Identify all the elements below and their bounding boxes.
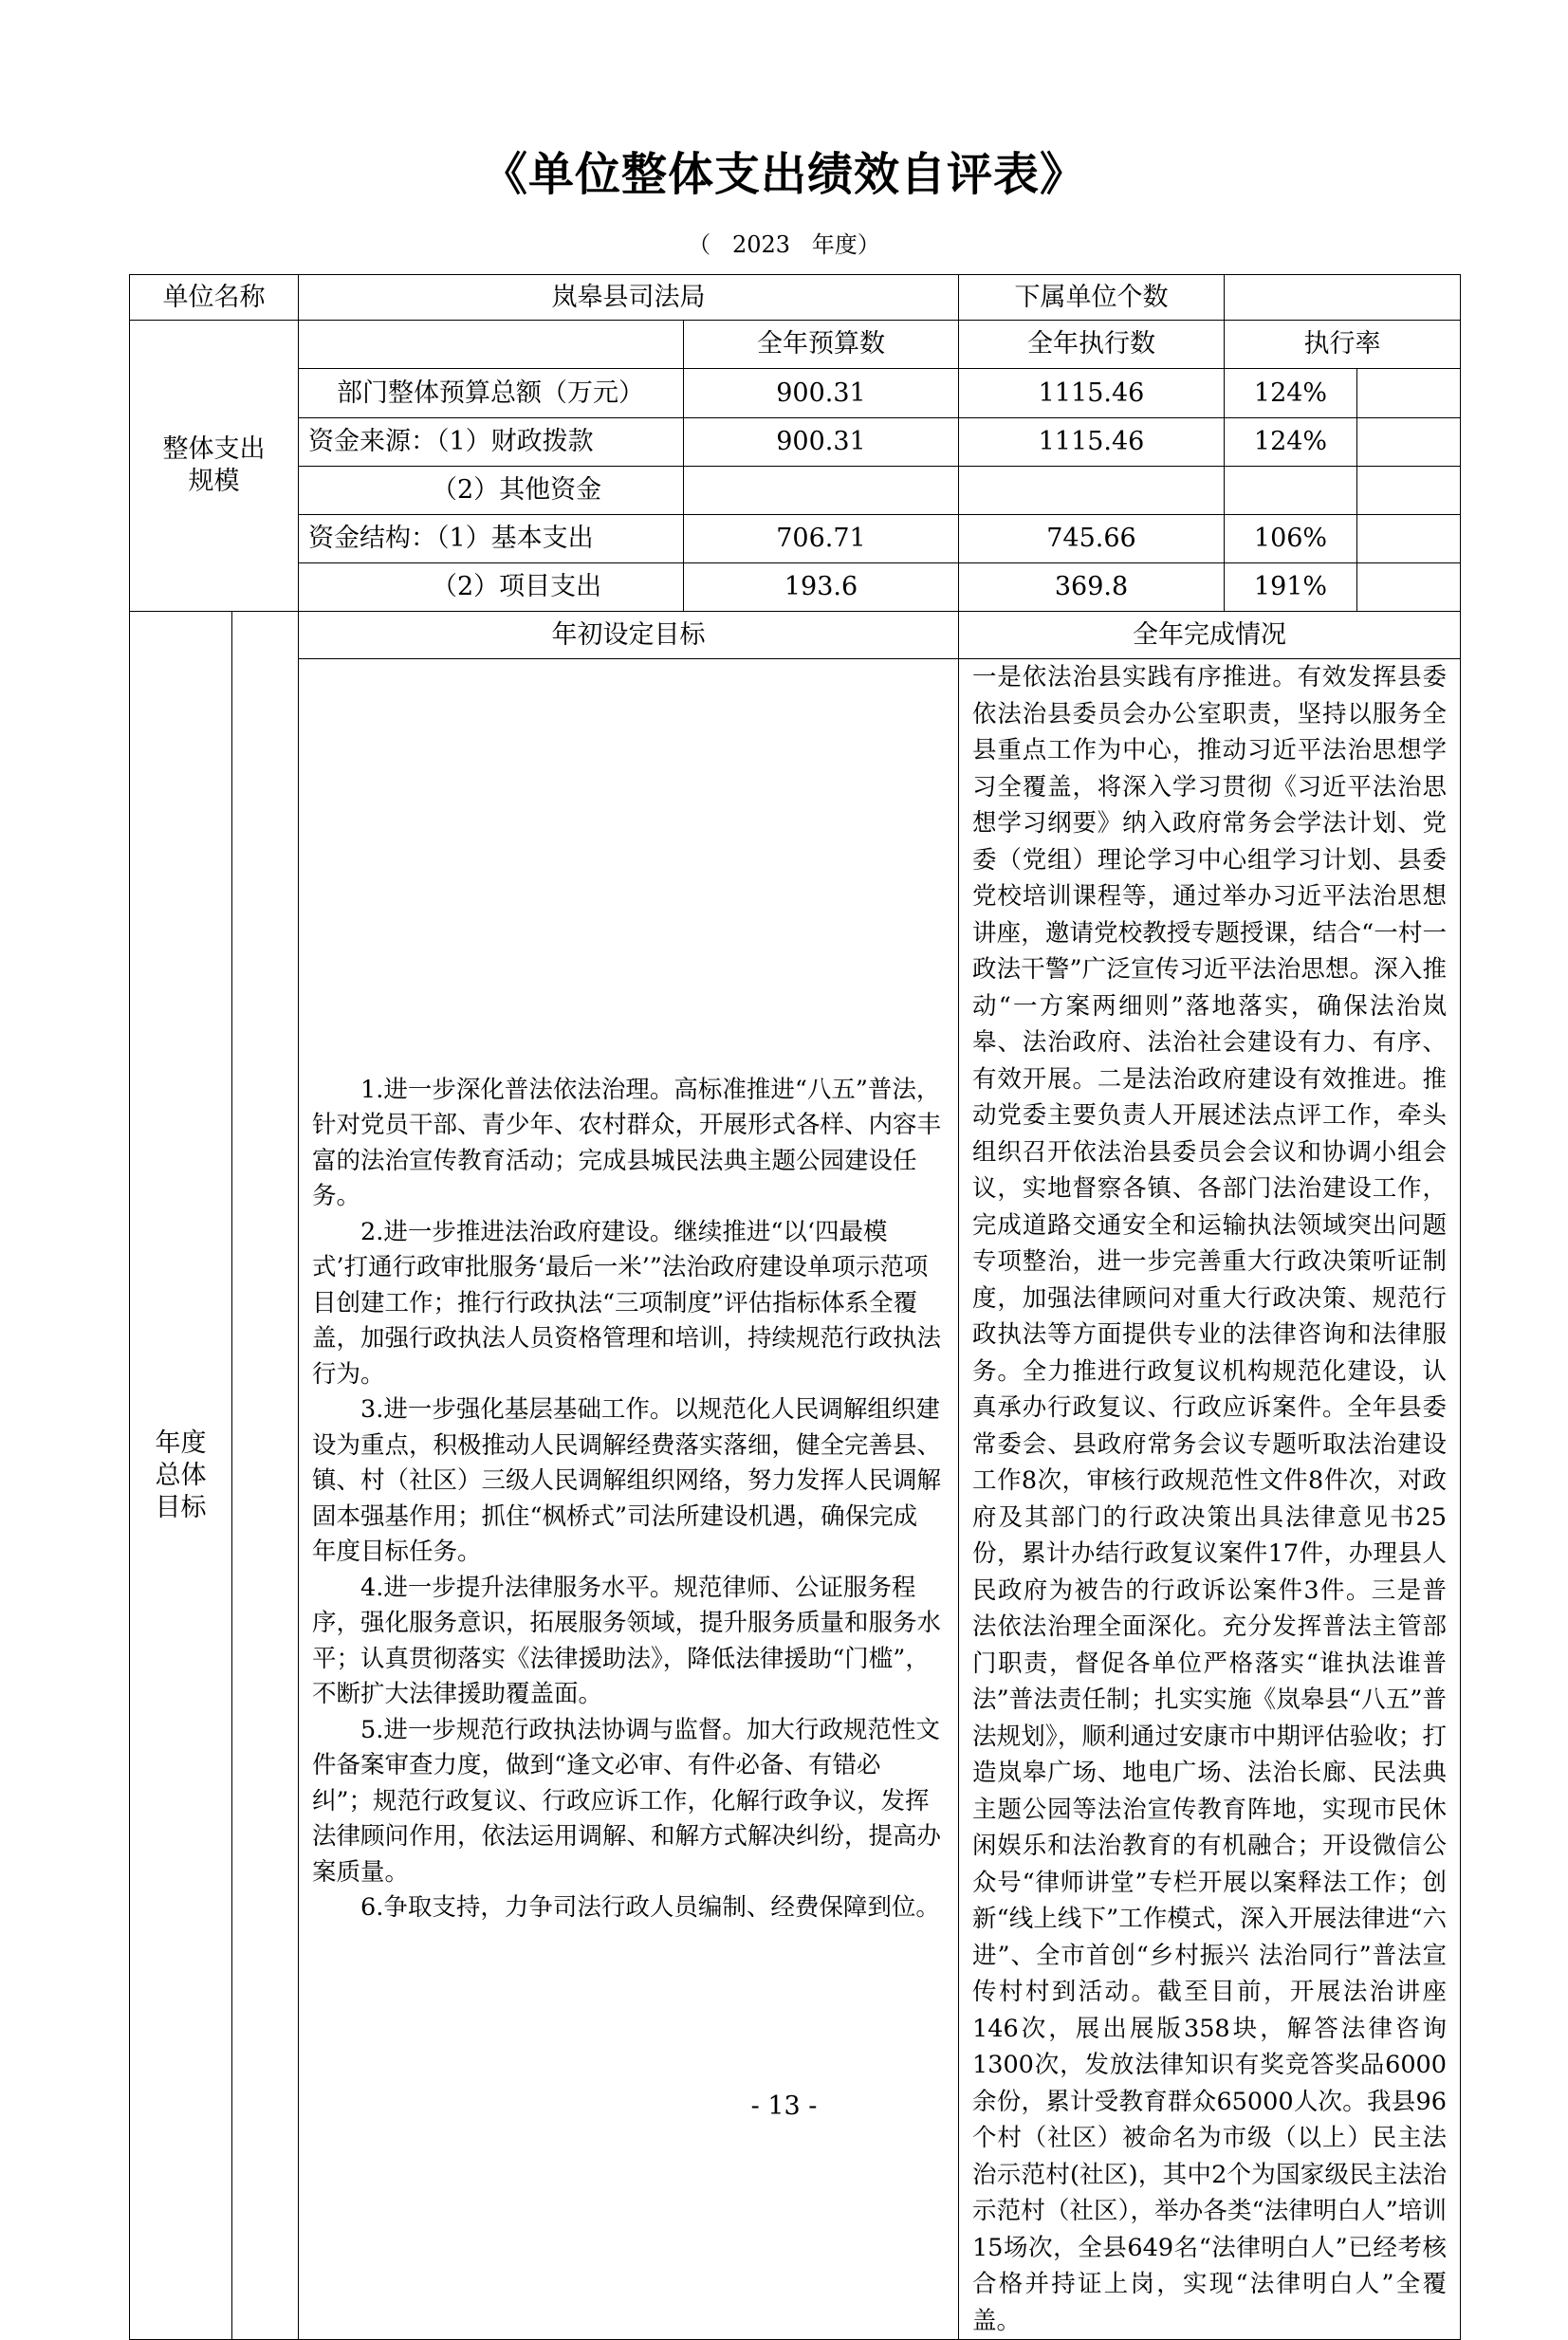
header-budget: 全年预算数 (684, 321, 959, 369)
header-rate: 执行率 (1225, 321, 1461, 369)
completion-header: 全年完成情况 (959, 612, 1461, 659)
row-extra (1357, 563, 1461, 612)
header-blank (299, 321, 684, 369)
row-budget: 900.31 (684, 369, 959, 418)
row-rate: 106% (1225, 515, 1357, 563)
initial-goals-cell (299, 659, 959, 2340)
row-budget: 900.31 (684, 418, 959, 467)
row-extra (1357, 467, 1461, 515)
goal-item: 5.进一步规范行政执法协调与监督。加大行政规范性文件备案审查力度，做到“逢文必审、有件必备、有错必纠”；规范行政复议、行政应诉工作，化解行政争议，发挥法律顾问作用，依法运用调解、和解方式解决纠纷，提高办案质量。 (312, 1715, 942, 1887)
goal-item: 2.进一步推进法治政府建设。继续推进“以‘四最模式’打通行政审批服务‘最后一米’”法治政府建设单项示范项目创建工作；推行行政执法“三项制度”评估指标体系全覆盖，加强行政执法人员资格管理和培训，持续规范行政执法行为。 (312, 1217, 942, 1389)
initial-goal-header: 年初设定目标 (299, 612, 959, 659)
row-budget: 706.71 (684, 515, 959, 563)
row-label: （2）其他资金 (299, 467, 684, 515)
page-number: - 13 - (750, 2091, 818, 2121)
unit-name-label: 单位名称 (130, 275, 299, 321)
row-executed: 745.66 (959, 515, 1225, 563)
row-rate: 124% (1225, 369, 1357, 418)
row-label: （2）项目支出 (299, 563, 684, 612)
row-rate: 124% (1225, 418, 1357, 467)
goal-blank-column (232, 612, 299, 2340)
row-extra (1357, 515, 1461, 563)
unit-name-value: 岚皋县司法局 (299, 275, 959, 321)
header-executed: 全年执行数 (959, 321, 1225, 369)
row-executed (959, 467, 1225, 515)
scale-label: 整体支出 规模 (130, 321, 299, 612)
subordinate-count-value (1225, 275, 1461, 321)
goal-item: 4.进一步提升法律服务水平。规范律师、公证服务程序，强化服务意识，拓展服务领域，提升服务质量和服务水平；认真贯彻落实《法律援助法》，降低法律援助“门槛”，不断扩大法律援助覆盖面。 (312, 1573, 942, 1708)
row-label: 资金结构：（1）基本支出 (299, 515, 684, 563)
row-executed: 1115.46 (959, 369, 1225, 418)
goal-item: 1.进一步深化普法依法治理。高标准推进“八五”普法，针对党员干部、青少年、农村群众，开展形式各样、内容丰富的法治宣传教育活动；完成县城民法典主题公园建设任务。 (312, 1075, 942, 1210)
subordinate-count-label: 下属单位个数 (959, 275, 1225, 321)
annual-goal-label: 年度 总体 目标 (130, 612, 232, 2340)
row-label: 部门整体预算总额（万元） (299, 369, 684, 418)
goal-item: 6.争取支持，力争司法行政人员编制、经费保障到位。 (360, 1893, 940, 1922)
row-budget (684, 467, 959, 515)
page-title: 《单位整体支出绩效自评表》 (481, 148, 1086, 201)
row-extra (1357, 369, 1461, 418)
row-rate: 191% (1225, 563, 1357, 612)
row-extra (1357, 418, 1461, 467)
row-label: 资金来源：（1）财政拨款 (299, 418, 684, 467)
row-budget: 193.6 (684, 563, 959, 612)
row-rate (1225, 467, 1357, 515)
row-executed: 369.8 (959, 563, 1225, 612)
year-line: （ 2023 年度） (688, 231, 880, 258)
goal-item: 3.进一步强化基层基础工作。以规范化人民调解组织建设为重点，积极推动人民调解经费落实落细，健全完善县、镇、村（社区）三级人民调解组织网络，努力发挥人民调解固本强基作用；抓住“枫桥式”司法所建设机遇，确保完成年度目标任务。 (312, 1395, 942, 1566)
row-executed: 1115.46 (959, 418, 1225, 467)
completion-text: 一是依法治县实践有序推进。有效发挥县委依法治县委员会办公室职责，坚持以服务全县重点工作为中心，推动习近平法治思想学习全覆盖，将深入学习贯彻《习近平法治思想学习纲要》纳入政府常务会学法计划、党委（党组）理论学习中心组学习计划、县委党校培训课程等，通过举办习近平法治思想讲座，邀请党校教授专题授课，结合“一村一政法干警”广泛宣传习近平法治思想。深入推动“一方案两细则”落地落实，确保法治岚皋、法治政府、法治社会建设有力、有序、有效开展。二是法治政府建设有效推进。推动党委主要负责人开展述法点评工作，牵头组织召开依法治县委员会会议和协调小组会议，实地督察各镇、各部门法治建设工作，完成道路交通安全和运输执法领域突出问题专项整治，进一步完善重大行政决策听证制度，加强法律顾问对重大行政决策、规范行政执法等方面提供专业的法律咨询和法律服务。全力推进行政复议机构规范化建设，认真承办行政复议、行政应诉案件。全年县委常委会、县政府常务会议专题听取法治建设工作8次，审核行政规范性文件8件次，对政府及其部门的行政决策出具法律意见书25份，累计办结行政复议案件17件，办理县人民政府为被告的行政诉讼案件3件。三是普法依法治理全面深化。充分发挥普法主管部门职责，督促各单位严格落实“谁执法谁普法”普法责任制；扎实实施《岚皋县“八五”普法规划》，顺利通过安康市中期评估验收；打造岚皋广场、地电广场、法治长廊、民法典主题公园等法治宣传教育阵地，实现市民休闲娱乐和法治教育的有机融合；开设微信公众号“律师讲堂”专栏开展以案释法工作；创新“线上线下”工作模式，深入开展法律进“六进”、全市首创“乡村振兴 法治同行”普法宣传村村到活动。截至目前，开展法治讲座146次，展出展版358块，解答法律咨询1300次，发放法律知识有奖竞答奖品6000余份，累计受教育群众65000人次。我县96个村（社区）被命名为市级（以上）民主法治示范村(社区)，其中2个为国家级民主法治示范村（社区），举办各类“法律明白人”培训15场次，全县649名“法律明白人”已经考核合格并持证上岗，实现“法律明白人”全覆盖。 (959, 659, 1461, 2340)
self-evaluation-table (129, 274, 1461, 2340)
